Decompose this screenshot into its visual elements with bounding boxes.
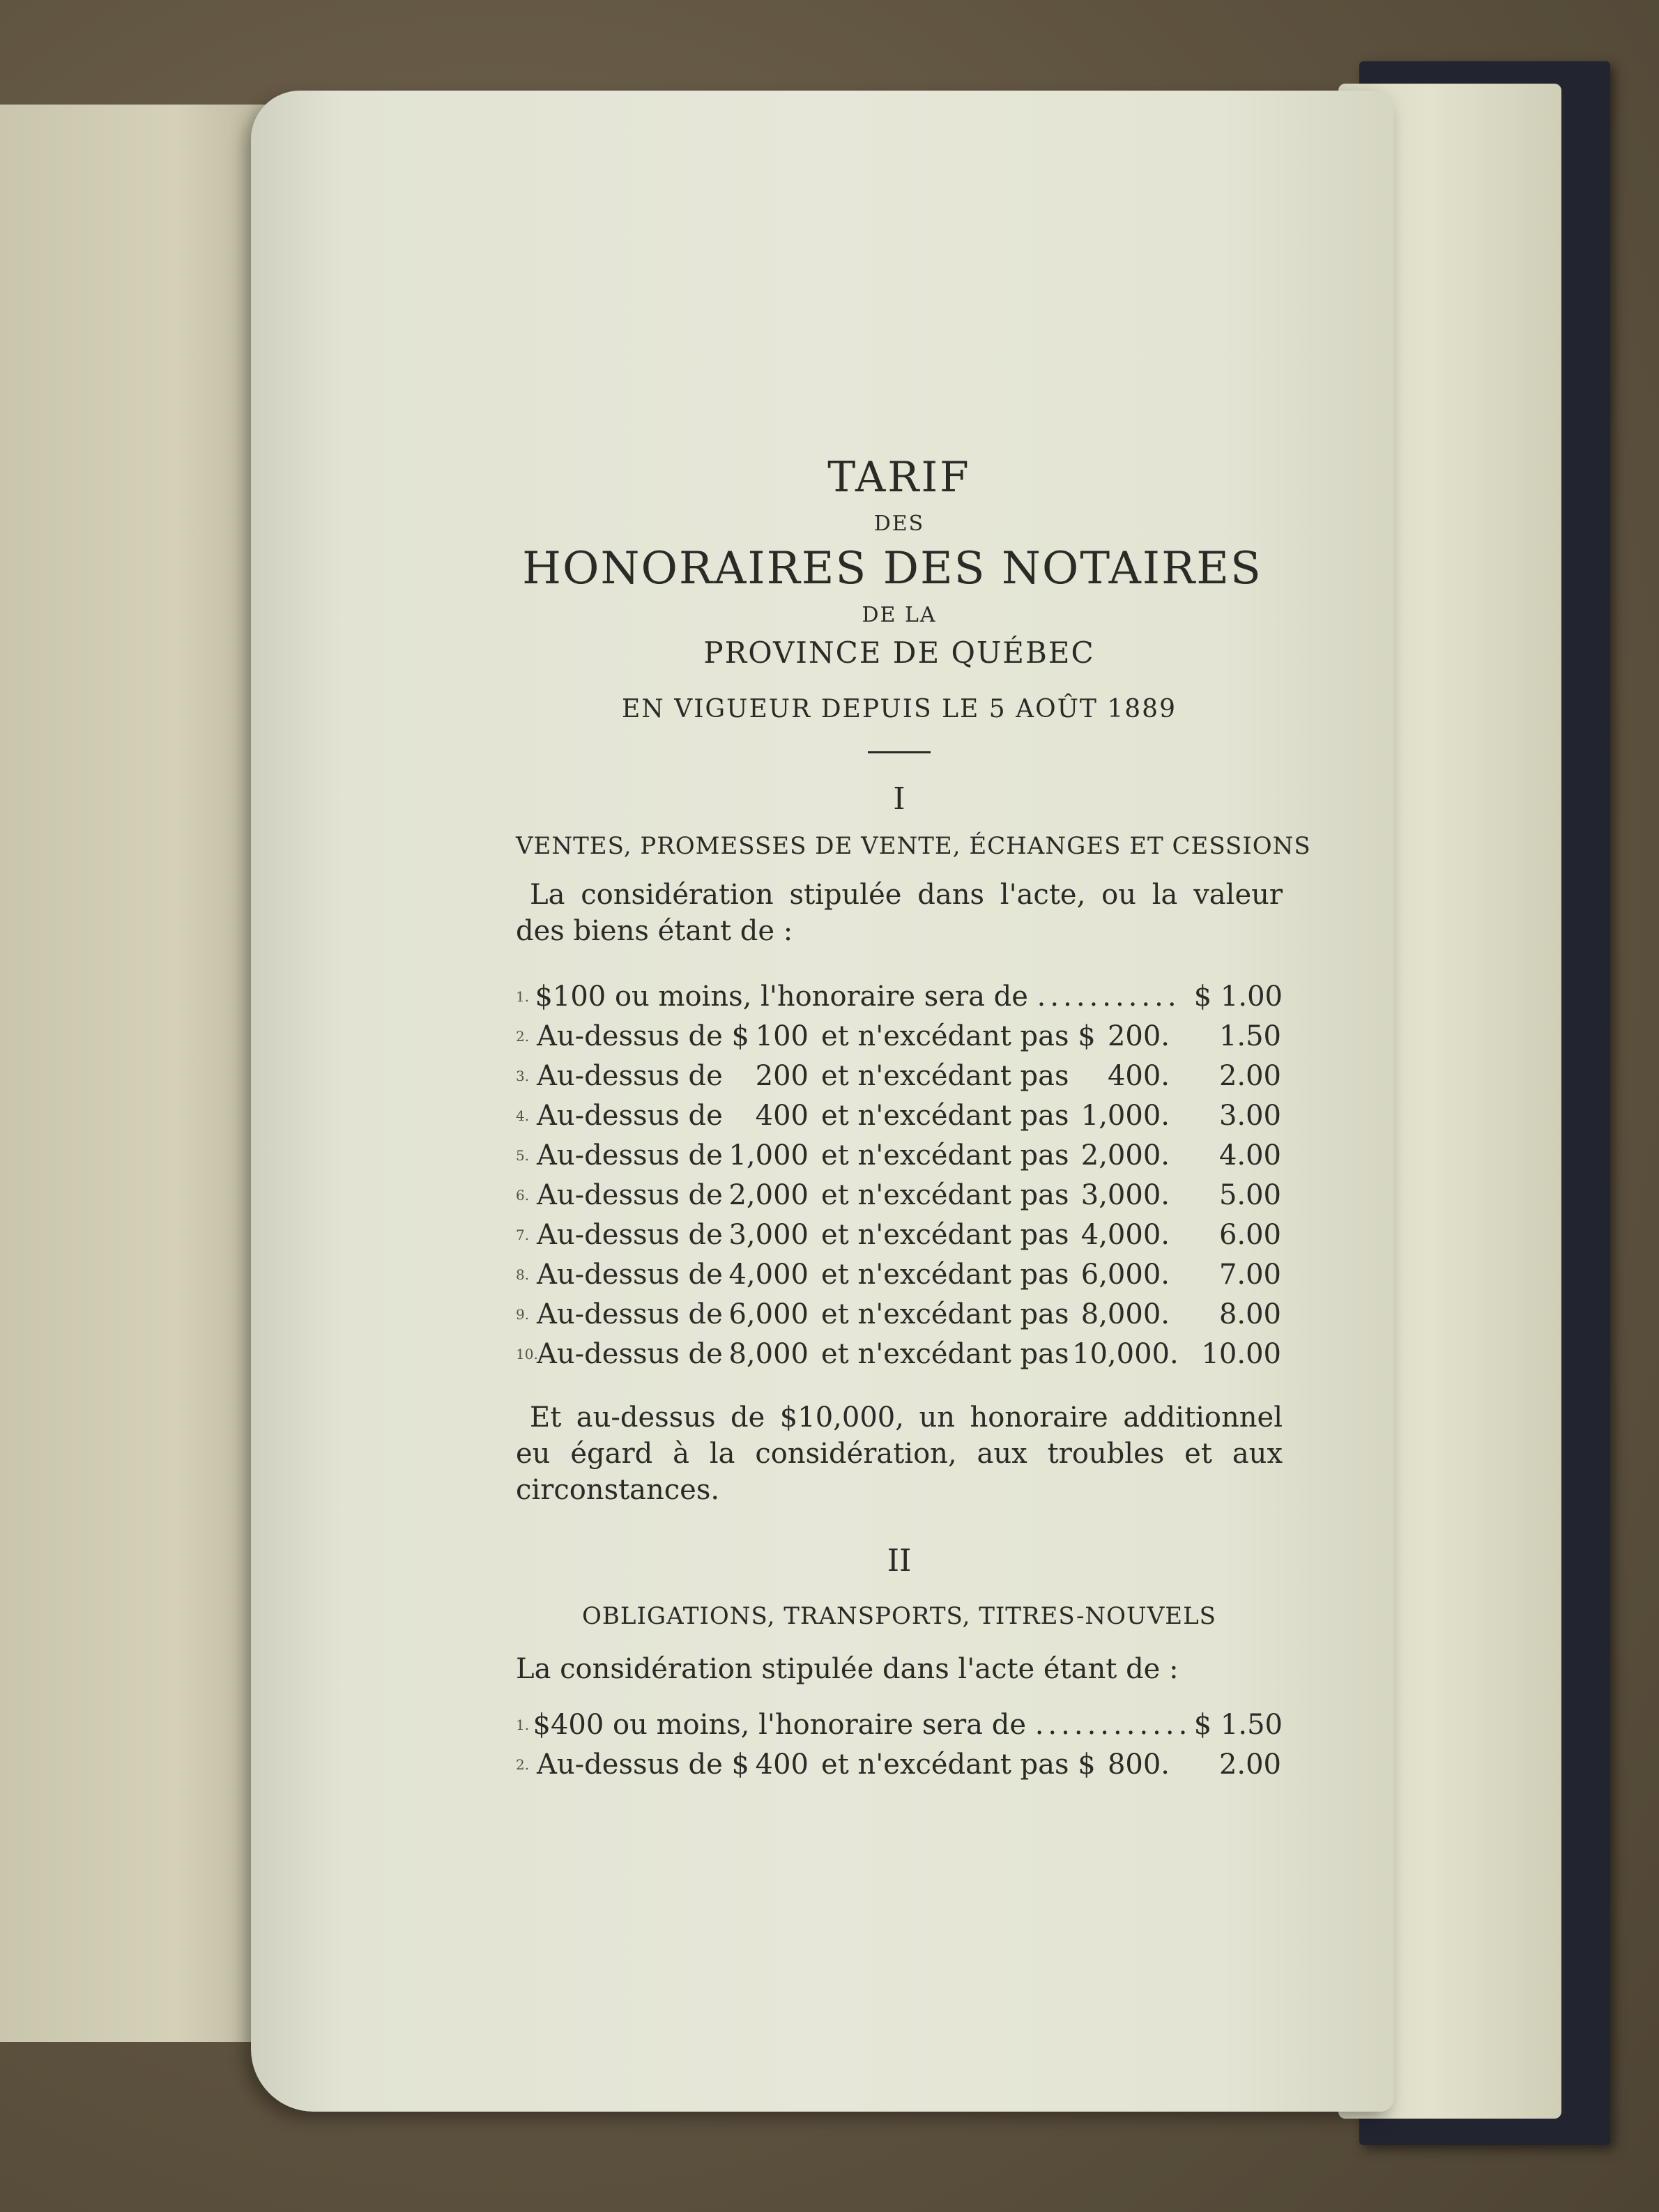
row-dots: ........... [1037,981,1181,1013]
row-fee: 8.00 [1218,1298,1281,1330]
row-label: Au-dessus de [537,1179,723,1211]
row-mid: et n'excédant pas [821,1338,1069,1370]
row-from: 6,000 [728,1298,809,1330]
row-fee: 10.00 [1201,1338,1281,1370]
row-first-text: $100 ou moins, l'honoraire sera de [535,981,1028,1013]
section-2-roman: II [887,1543,912,1579]
table-row [516,1705,1283,1745]
row-fee: 3.00 [1218,1100,1281,1132]
row-from: 400 [755,1100,809,1132]
row-number: 8. [516,1266,530,1283]
row-to: 200. [1107,1020,1170,1052]
section-2 [516,1543,1283,1785]
row-text [533,1705,1192,1745]
table-row [516,1136,1283,1176]
row-from: 400 [755,1749,809,1781]
row-to: 800. [1107,1749,1170,1781]
table-row [516,977,1283,1017]
row-to: 10,000. [1072,1338,1179,1370]
row-to: 8,000. [1080,1298,1170,1330]
table-row [516,1057,1283,1096]
row-mid: et n'excédant pas $ [821,1749,1096,1781]
table-row [516,1096,1283,1136]
row-to: 2,000. [1080,1139,1170,1172]
row-to: 4,000. [1080,1219,1170,1251]
table-row [516,1176,1283,1215]
row-mid: et n'excédant pas [821,1139,1069,1172]
table-row [516,1295,1283,1335]
page-title: TARIF [827,453,971,502]
heading [516,453,1283,753]
section-1-intro: La considération stipulée dans l'acte, ou la valeur des biens étant de : [516,879,1283,947]
row-fee: 6.00 [1218,1219,1281,1251]
row-dots: ............ [1034,1709,1192,1741]
table-row [516,1215,1283,1255]
row-mid: et n'excédant pas $ [821,1020,1096,1052]
row-label: Au-dessus de [537,1259,723,1291]
row-label: Au-dessus de [537,1060,723,1092]
section-2-title: OBLIGATIONS, TRANSPORTS, TITRES-NOUVELS [582,1602,1216,1630]
row-text [535,977,1180,1017]
row-fee: 2.00 [1218,1749,1281,1781]
row-fee: 1.50 [1218,1020,1281,1052]
row-to: 1,000. [1080,1100,1170,1132]
row-mid: et n'excédant pas [821,1259,1069,1291]
row-label: Au-dessus de [537,1298,723,1330]
heading-main: HONORAIRES DES NOTAIRES [522,543,1262,594]
row-number: 7. [516,1227,530,1243]
row-to: 400. [1107,1060,1170,1092]
row-fee: 7.00 [1218,1259,1281,1291]
row-first-text: $400 ou moins, l'honoraire sera de [533,1709,1026,1741]
row-mid: et n'excédant pas [821,1298,1069,1330]
row-fee: 4.00 [1218,1139,1281,1172]
row-label: Au-dessus de $ [537,1020,749,1052]
section-1-footer: Et au-dessus de $10,000, un honoraire additionnel eu égard à la considération, aux troubles et aux circonstances. [516,1401,1283,1506]
row-fee: $ 1.00 [1193,981,1283,1013]
table-row [516,1255,1283,1295]
row-number: 5. [516,1147,530,1164]
row-to: 3,000. [1080,1179,1170,1211]
row-mid: et n'excédant pas [821,1219,1069,1251]
row-label: Au-dessus de [537,1139,723,1172]
book-page [251,91,1394,2112]
table-row [516,1745,1283,1785]
left-page [0,105,293,2042]
row-number: 6. [516,1187,530,1204]
page-content [516,453,1311,1785]
row-from: 100 [755,1020,809,1052]
row-mid: et n'excédant pas [821,1060,1069,1092]
row-from: 1,000 [728,1139,809,1172]
row-label: Au-dessus de [537,1100,723,1132]
row-number: 2. [516,1028,530,1045]
row-mid: et n'excédant pas [821,1100,1069,1132]
row-fee: $ 1.50 [1193,1709,1283,1741]
row-from: 3,000 [728,1219,809,1251]
row-label: Au-dessus de $ [537,1749,749,1781]
row-to: 6,000. [1080,1259,1170,1291]
table-row [516,1017,1283,1057]
row-number: 1. [516,988,530,1005]
row-number: 3. [516,1068,530,1084]
table-row [516,1335,1283,1374]
section-2-intro: La considération stipulée dans l'acte étant de : [516,1653,1179,1685]
section-1-title: VENTES, PROMESSES DE VENTE, ÉCHANGES ET CESSIONS [516,832,1311,860]
row-fee: 2.00 [1218,1060,1281,1092]
row-mid: et n'excédant pas [821,1179,1069,1211]
row-number: 2. [516,1756,530,1773]
section-1-roman: I [893,781,905,817]
row-from: 8,000 [728,1338,809,1370]
row-number: 10. [516,1346,538,1362]
row-number: 1. [516,1716,530,1733]
row-from: 200 [755,1060,809,1092]
heading-de-la: DE LA [862,603,937,627]
section-1-rows [516,977,1283,1374]
section-1 [516,781,1311,1508]
row-number: 4. [516,1107,530,1124]
heading-province: PROVINCE DE QUÉBEC [703,636,1095,670]
heading-des: DES [873,512,925,536]
divider [868,751,931,753]
heading-vigueur: EN VIGUEUR DEPUIS LE 5 AOÛT 1889 [621,695,1177,723]
row-label: Au-dessus de [537,1219,723,1251]
section-2-rows [516,1705,1283,1785]
row-number: 9. [516,1306,530,1323]
row-label: Au-dessus de [537,1338,723,1370]
row-from: 4,000 [728,1259,809,1291]
row-fee: 5.00 [1218,1179,1281,1211]
row-from: 2,000 [728,1179,809,1211]
